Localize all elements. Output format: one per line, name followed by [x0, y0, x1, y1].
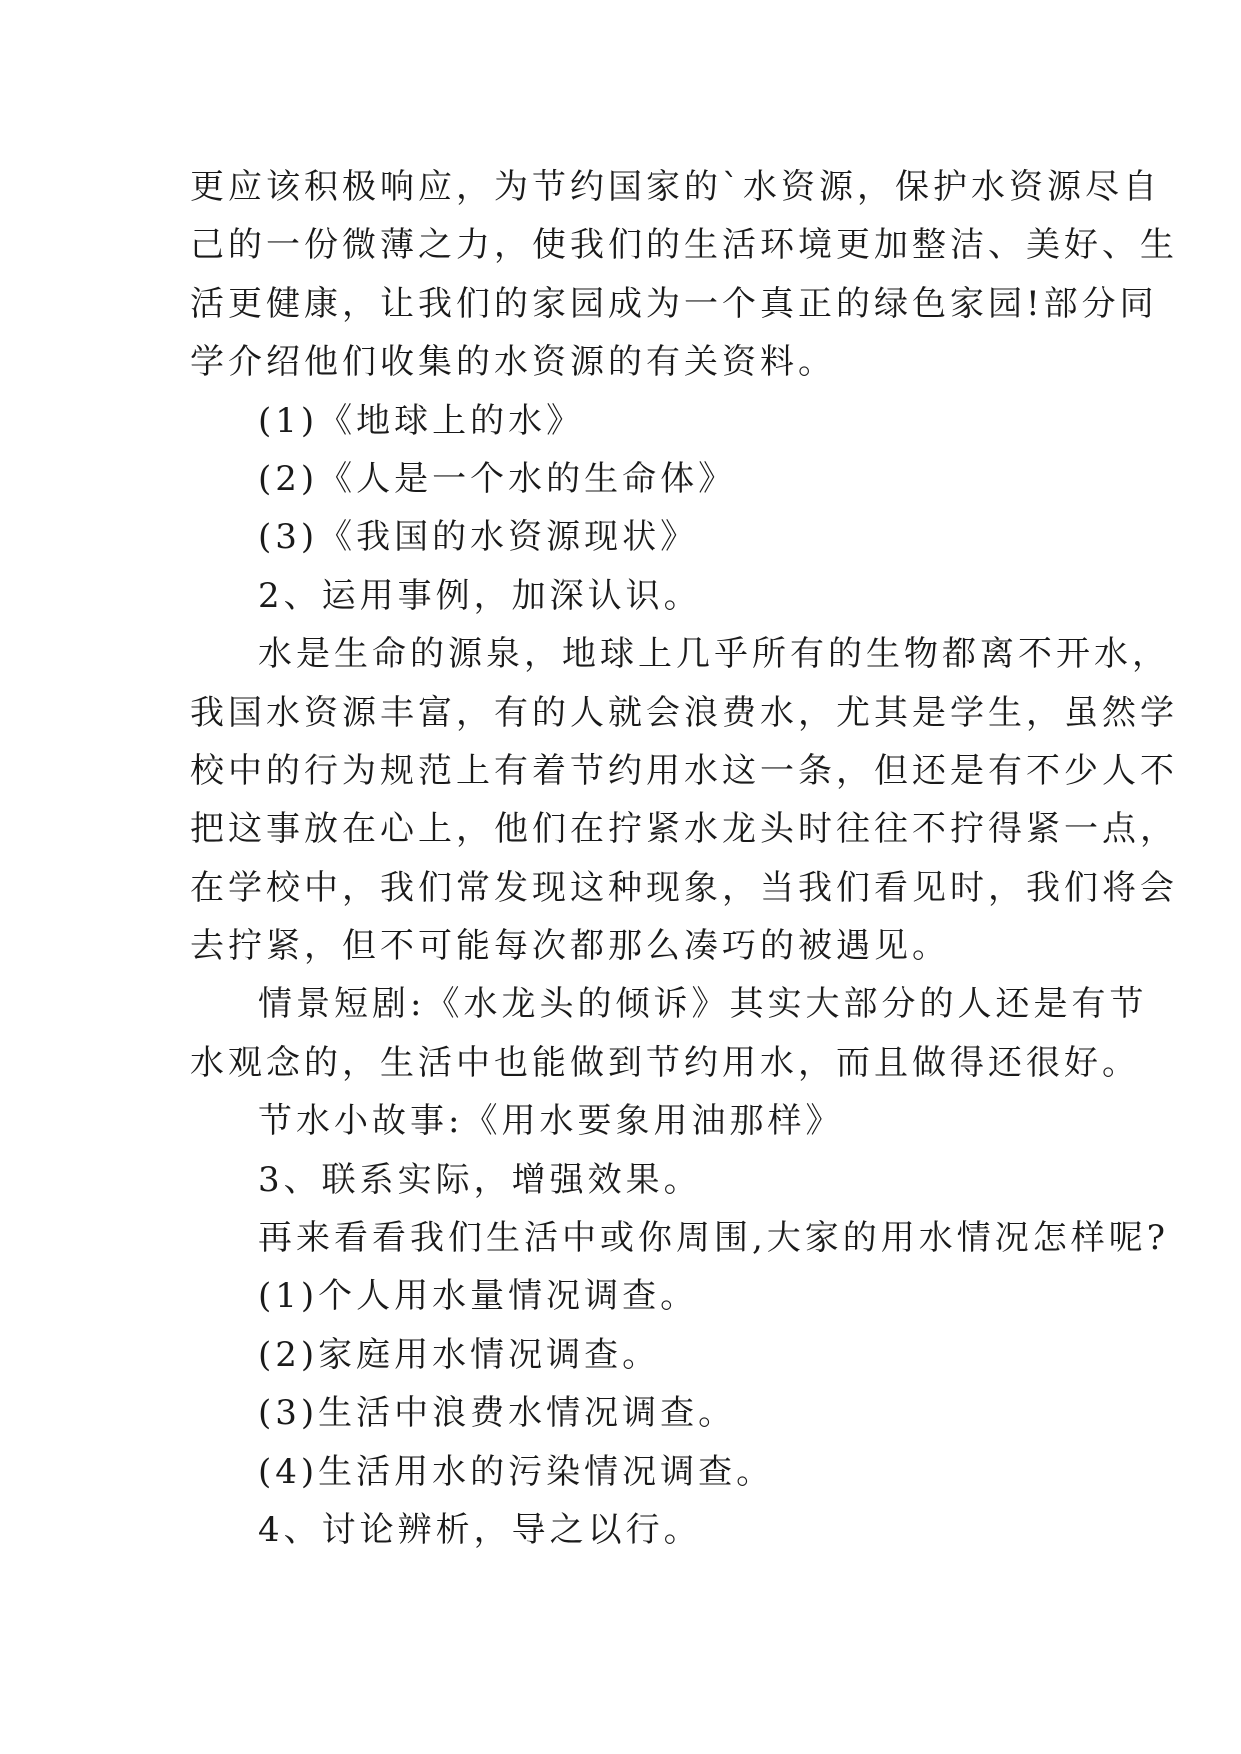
text-line: 去拧紧，但不可能每次都那么凑巧的被遇见。 — [190, 926, 950, 967]
text-line: 我国水资源丰富，有的人就会浪费水，尤其是学生，虽然学 — [190, 692, 1178, 733]
text-line: 更应该积极响应，为节约国家的`水资源，保护水资源尽自 — [190, 167, 1161, 207]
list-item: (2)《人是一个水的生命体》 — [258, 458, 737, 499]
text-line: 水观念的，生活中也能做到节约用水，而且做得还很好。 — [190, 1042, 1140, 1083]
text-line: 再来看看我们生活中或你周围,大家的用水情况怎样呢? — [258, 1218, 1170, 1259]
list-item: (4)生活用水的污染情况调查。 — [258, 1451, 775, 1492]
text-line: 校中的行为规范上有着节约用水这一条，但还是有不少人不 — [190, 750, 1178, 791]
list-item: (1)《地球上的水》 — [258, 400, 585, 441]
document-body — [190, 158, 1178, 1559]
list-item: (1)个人用水量情况调查。 — [258, 1276, 699, 1317]
text-line: 节水小故事:《用水要象用油那样》 — [258, 1101, 844, 1142]
text-line: 情景短剧:《水龙头的倾诉》其实大部分的人还是有节 — [258, 984, 1148, 1025]
text-line: 把这事放在心上，他们在拧紧水龙头时往往不拧得紧一点， — [190, 809, 1178, 850]
section-heading: 2、运用事例，加深认识。 — [258, 575, 702, 616]
text-line: 己的一份微薄之力，使我们的生活环境更加整洁、美好、生 — [190, 225, 1178, 266]
list-item: (3)《我国的水资源现状》 — [258, 517, 699, 558]
list-item: (3)生活中浪费水情况调查。 — [258, 1393, 737, 1434]
text-line: 学介绍他们收集的水资源的有关资料。 — [190, 342, 836, 383]
section-heading: 4、讨论辨析，导之以行。 — [258, 1509, 702, 1550]
text-line: 水是生命的源泉，地球上几乎所有的生物都离不开水， — [258, 634, 1170, 675]
text-line: 在学校中，我们常发现这种现象，当我们看见时，我们将会 — [190, 867, 1178, 908]
list-item: (2)家庭用水情况调查。 — [258, 1334, 661, 1375]
text-line: 活更健康，让我们的家园成为一个真正的绿色家园!部分同 — [190, 283, 1158, 324]
section-heading: 3、联系实际，增强效果。 — [258, 1159, 702, 1200]
